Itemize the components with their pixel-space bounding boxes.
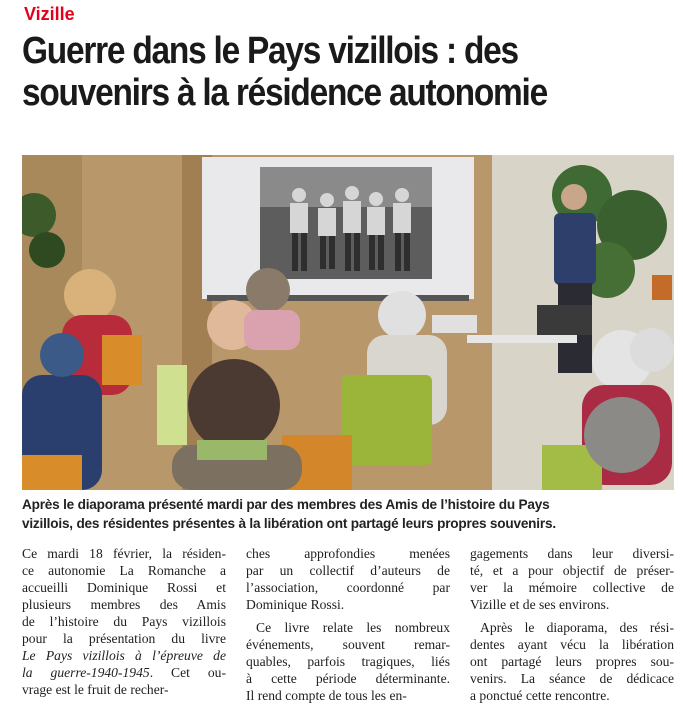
body-line: té, et a pour objectif de préser- [470,563,674,578]
body-line: gagements dans leur diversi- [470,546,674,561]
body-line: par un collectif d’auteurs de [246,563,450,578]
body-fragment: . Cet ou- [149,665,227,680]
article-body [22,545,674,720]
article-headline [22,30,594,114]
body-line: Après le diaporama, des rési- [480,620,674,635]
headline-line-1: Guerre dans le Pays vizillois : des [22,30,518,72]
body-column-1 [22,545,226,698]
body-line: à cette période déterminante. [246,671,450,686]
body-line [22,664,226,681]
section-kicker: Vizille [24,4,75,24]
body-line: a ponctué cette rencontre. [470,688,610,703]
caption-line-1: Après le diaporama présenté mardi par des membres des Amis de l’histoire du Pays [22,497,550,512]
body-line: accueilli Dominique Rossi et [22,580,226,595]
body-column-2 [246,545,450,704]
body-line: de l’histoire du Pays vizillois [22,614,226,629]
body-line: pour la présentation du livre [22,631,226,646]
body-line: Ce livre relate les nombreux [256,620,450,635]
body-line: venirs. La séance de dédicace [470,671,674,686]
body-column-3 [470,545,674,704]
body-line: quables, parfois tragiques, liés [246,654,450,669]
body-line: dentes ayant vécu la libération [470,637,674,652]
body-line: plusieurs membres des Amis [22,597,226,612]
book-title-part: Le Pays vizillois à l’épreuve de [22,648,226,663]
body-line: vrage est le fruit de recher- [22,682,169,697]
body-line: ches approfondies menées [246,546,450,561]
body-line [22,647,226,664]
body-line: Il rend compte de tous les en- [246,688,407,703]
photo-illustration [22,155,674,490]
body-line: Ce mardi 18 février, la résiden- [22,546,226,561]
body-line: Vizille et de ses environs. [470,597,610,612]
photo-caption [22,495,674,533]
body-line: l’association, coordonné par [246,580,450,595]
book-title-part: la guerre-1940-1945 [22,665,150,680]
body-line: ce autonomie La Romanche a [22,563,226,578]
body-line: ont partagé leurs propres sou- [470,654,674,669]
body-line: ver la mémoire collective de [470,580,674,595]
body-line: Dominique Rossi. [246,597,345,612]
article-photo [22,155,674,490]
caption-line-2: vizillois, des résidentes présentes à la libération ont partagé leurs propres souvenirs. [22,516,556,531]
headline-line-2: souvenirs à la résidence autonomie [22,72,547,114]
body-line: événements, souvent remar- [246,637,450,652]
